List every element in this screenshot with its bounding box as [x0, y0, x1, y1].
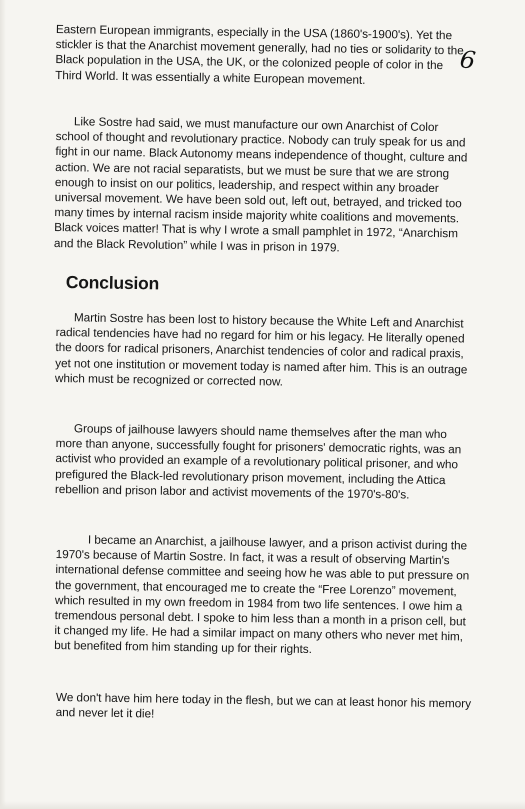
paragraph-like-sostre: Like Sostre had said, we must manufacture our own Anarchist of Color school of thought and revolutionary practice. Nobody can truly speak for us and fight in our name. Black Autonomy means independence of thought, culture and action. We are not racial separatists, but we must be sure that we are strong enough to insist on our politics, leadership, and respect within any broader universal movement. We have been sold out, left out, betrayed, and tricked too many times by internal racism inside majority white coalitions and movements. Black voices matter! That is why I wrote a small pamphlet in 1972, “Anarchism and the Black Revolution” while I was in prison in 1979. [53, 114, 468, 255]
paragraph-jailhouse-lawyers: Groups of jailhouse lawyers should name themselves after the man who more than anyone, successfully fought for prisoners' democratic rights, was an activist who provided an example of a revolutionary political prisoner, and who prefigured the Black-led revolutionary prison movement, including the Attica rebellion and prison labor and activist movements of the 1970's-80's. [54, 421, 462, 502]
handwritten-page-number: 6 [458, 45, 478, 75]
scan-edge-shadow [0, 0, 6, 809]
paragraph-became-anarchist: I became an Anarchist, a jailhouse lawyer, and a prison activist during the 1970's because of Martin Sostre. In fact, it was a result of observing Martin's international defense committee and seeing how he was able to put pressure on the government, that encouraged me to create the “Free Lorenzo” movement, which resulted in my own freedom in 1984 from two life sentences. I owe him a tremendous personal debt. I spoke to him less than a month in a prison cell, but it changed my life. He had a similar impact on many others who never met him, but benefited from him standing up for their rights. [54, 532, 470, 657]
scan-bottom-shadow [0, 801, 525, 809]
paragraph-immigrants: Eastern European immigrants, especially in the USA (1860's-1900's). Yet the stickler is that the Anarchist movement generally, had no ties or solidarity to the Black population in the USA, the UK, or the colonized people of color in the Third World. It was essentially a white European movement. [55, 22, 464, 87]
paragraph-lost-to-history: Martin Sostre has been lost to history because the White Left and Anarchist radical tendencies have had no regard for him or his legacy. He literally opened the doors for radical prisoners, Anarchist tendencies of color and radical praxis, yet not one institution or movement today is named after him. This is an outrage which must be recognized or corrected now. [54, 310, 468, 389]
section-heading-conclusion: Conclusion [65, 272, 160, 294]
paragraph-closing: We don't have him here today in the flesh, but we can at least honor his memory and never let it die! [55, 690, 472, 721]
